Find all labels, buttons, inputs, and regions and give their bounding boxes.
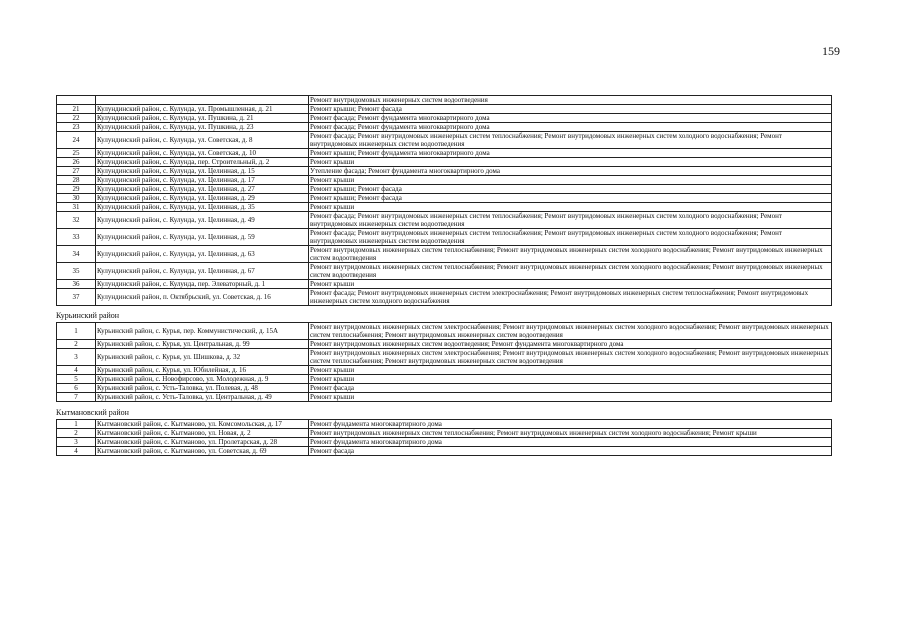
row-number: 5 xyxy=(57,375,96,384)
table-row xyxy=(57,375,832,384)
row-address: Курьинский район, с. Усть-Таловка, ул. Центральная, д. 49 xyxy=(96,393,309,402)
row-number: 2 xyxy=(57,429,96,438)
row-number: 21 xyxy=(57,105,96,114)
document-content xyxy=(56,95,829,456)
row-address: Кулундинский район, с. Кулунда, ул. Целинная, д. 63 xyxy=(96,246,309,263)
row-address: Кытмановский район, с. Кытманово, ул. Новая, д. 2 xyxy=(96,429,309,438)
table-row xyxy=(57,289,832,306)
kulunda-table-body xyxy=(57,96,832,306)
table-row xyxy=(57,280,832,289)
row-address: Кулундинский район, с. Кулунда, ул. Целинная, д. 49 xyxy=(96,212,309,229)
table-row xyxy=(57,105,832,114)
table-row xyxy=(57,176,832,185)
row-number: 1 xyxy=(57,323,96,340)
row-works: Ремонт внутридомовых инженерных систем теплоснабжения; Ремонт внутридомовых инженерных систем холодного водоснабжения; Ремонт внутридомовых инженерных систем водоотведения xyxy=(309,246,832,263)
row-address: Курьинский район, с. Курья, пер. Коммунистический, д. 15А xyxy=(96,323,309,340)
row-number: 30 xyxy=(57,194,96,203)
row-number: 6 xyxy=(57,384,96,393)
row-number: 32 xyxy=(57,212,96,229)
row-number xyxy=(57,96,96,105)
row-number: 36 xyxy=(57,280,96,289)
row-works: Ремонт фундамента многоквартирного дома xyxy=(309,438,832,447)
row-number: 37 xyxy=(57,289,96,306)
row-address: Кулундинский район, с. Кулунда, ул. Целинная, д. 17 xyxy=(96,176,309,185)
table-row xyxy=(57,123,832,132)
row-number: 27 xyxy=(57,167,96,176)
row-number: 33 xyxy=(57,229,96,246)
row-number: 3 xyxy=(57,438,96,447)
row-works: Ремонт внутридомовых инженерных систем водоотведения; Ремонт фундамента многоквартирного дома xyxy=(309,340,832,349)
row-works: Ремонт крыши; Ремонт фундамента многоквартирного дома xyxy=(309,149,832,158)
row-address: Кулундинский район, с. Кулунда, ул. Целинная, д. 67 xyxy=(96,263,309,280)
row-number: 2 xyxy=(57,340,96,349)
row-works: Ремонт фасада; Ремонт внутридомовых инженерных систем электроснабжения; Ремонт внутридомовых инженерных систем теплоснабжения; Ремонт внутридомовых инженерных систем холодного водоснабжения xyxy=(309,289,832,306)
row-number: 22 xyxy=(57,114,96,123)
kytmanovo-table xyxy=(56,419,832,456)
row-address: Кулундинский район, с. Кулунда, ул. Целинная, д. 35 xyxy=(96,203,309,212)
table-row xyxy=(57,203,832,212)
table-row xyxy=(57,246,832,263)
row-address: Кулундинский район, с. Кулунда, пер. Строительный, д. 2 xyxy=(96,158,309,167)
table-row xyxy=(57,340,832,349)
row-works: Ремонт внутридомовых инженерных систем электроснабжения; Ремонт внутридомовых инженерных систем холодного водоснабжения; Ремонт внутридомовых инженерных систем теплоснабжения; Ремонт внутридомовых инженерных систем водоотведения xyxy=(309,349,832,366)
kurya-table xyxy=(56,322,832,402)
row-number: 23 xyxy=(57,123,96,132)
section-title-kytmanovo: Кытмановский район xyxy=(56,408,129,417)
row-address: Курьинский район, с. Курья, ул. Шишкова, д. 32 xyxy=(96,349,309,366)
row-works: Ремонт крыши xyxy=(309,375,832,384)
table-row xyxy=(57,323,832,340)
row-works: Ремонт фасада; Ремонт внутридомовых инженерных систем теплоснабжения; Ремонт внутридомовых инженерных систем холодного водоснабжения; Ремонт внутридомовых инженерных систем водоотведения xyxy=(309,212,832,229)
row-number: 31 xyxy=(57,203,96,212)
row-address: Кулундинский район, с. Кулунда, ул. Советская, д. 10 xyxy=(96,149,309,158)
row-works: Ремонт внутридомовых инженерных систем водоотведения xyxy=(309,96,832,105)
row-works: Ремонт фундамента многоквартирного дома xyxy=(309,420,832,429)
row-works: Ремонт крыши xyxy=(309,203,832,212)
row-address: Кулундинский район, с. Кулунда, ул. Целинная, д. 15 xyxy=(96,167,309,176)
row-works: Ремонт крыши xyxy=(309,280,832,289)
row-works: Ремонт внутридомовых инженерных систем теплоснабжения; Ремонт внутридомовых инженерных систем холодного водоснабжения; Ремонт крыши xyxy=(309,429,832,438)
row-number: 26 xyxy=(57,158,96,167)
row-address: Кулундинский район, с. Кулунда, ул. Пушкина, д. 23 xyxy=(96,123,309,132)
row-number: 4 xyxy=(57,447,96,456)
row-address: Курьинский район, с. Курья, ул. Юбилейная, д. 16 xyxy=(96,366,309,375)
table-row xyxy=(57,229,832,246)
table-row xyxy=(57,149,832,158)
row-address: Кулундинский район, с. Кулунда, ул. Советская, д. 8 xyxy=(96,132,309,149)
row-address xyxy=(96,96,309,105)
row-number: 25 xyxy=(57,149,96,158)
table-row xyxy=(57,384,832,393)
row-number: 4 xyxy=(57,366,96,375)
row-works: Ремонт фасада xyxy=(309,447,832,456)
row-number: 3 xyxy=(57,349,96,366)
row-works: Ремонт крыши xyxy=(309,366,832,375)
row-works: Ремонт фасада; Ремонт фундамента многоквартирного дома xyxy=(309,123,832,132)
table-row xyxy=(57,96,832,105)
row-works: Ремонт крыши xyxy=(309,393,832,402)
kulunda-table xyxy=(56,95,832,306)
row-number: 29 xyxy=(57,185,96,194)
row-number: 35 xyxy=(57,263,96,280)
row-works: Ремонт внутридомовых инженерных систем электроснабжения; Ремонт внутридомовых инженерных систем холодного водоснабжения; Ремонт внутридомовых инженерных систем теплоснабжения; Ремонт внутридомовых инженерных систем водоотведения xyxy=(309,323,832,340)
row-address: Курьинский район, с. Курья, ул. Центральная, д. 99 xyxy=(96,340,309,349)
table-row xyxy=(57,447,832,456)
kytmanovo-table-body xyxy=(57,420,832,456)
row-address: Кытмановский район, с. Кытманово, ул. Пролетарская, д. 28 xyxy=(96,438,309,447)
row-works: Ремонт фасада xyxy=(309,384,832,393)
row-works: Ремонт крыши; Ремонт фасада xyxy=(309,105,832,114)
row-address: Кулундинский район, с. Кулунда, ул. Целинная, д. 29 xyxy=(96,194,309,203)
row-works: Ремонт крыши; Ремонт фасада xyxy=(309,185,832,194)
row-works: Ремонт фасада; Ремонт фундамента многоквартирного дома xyxy=(309,114,832,123)
table-row xyxy=(57,158,832,167)
table-row xyxy=(57,349,832,366)
row-address: Кулундинский район, с. Кулунда, ул. Целинная, д. 59 xyxy=(96,229,309,246)
kurya-table-body xyxy=(57,323,832,402)
row-address: Кулундинский район, с. Кулунда, ул. Промышленная, д. 21 xyxy=(96,105,309,114)
row-works: Ремонт фасада; Ремонт внутридомовых инженерных систем теплоснабжения; Ремонт внутридомовых инженерных систем холодного водоснабжения; Ремонт внутридомовых инженерных систем водоотведения xyxy=(309,229,832,246)
table-row xyxy=(57,185,832,194)
table-row xyxy=(57,429,832,438)
row-address: Курьинский район, с. Новофирсово, ул. Молодежная, д. 9 xyxy=(96,375,309,384)
table-row xyxy=(57,393,832,402)
row-number: 24 xyxy=(57,132,96,149)
table-row xyxy=(57,132,832,149)
row-address: Кытмановский район, с. Кытманово, ул. Советская, д. 69 xyxy=(96,447,309,456)
row-works: Ремонт крыши; Ремонт фасада xyxy=(309,194,832,203)
table-row xyxy=(57,263,832,280)
table-row xyxy=(57,420,832,429)
table-row xyxy=(57,212,832,229)
row-number: 34 xyxy=(57,246,96,263)
row-works: Ремонт крыши xyxy=(309,158,832,167)
row-number: 1 xyxy=(57,420,96,429)
row-address: Курьинский район, с. Усть-Таловка, ул. Полевая, д. 48 xyxy=(96,384,309,393)
row-address: Кулундинский район, с. Кулунда, пер. Элеваторный, д. 1 xyxy=(96,280,309,289)
table-row xyxy=(57,438,832,447)
table-row xyxy=(57,167,832,176)
table-row xyxy=(57,114,832,123)
section-title-kurya: Курьинский район xyxy=(56,311,120,320)
page-number: 159 xyxy=(822,44,840,58)
table-row xyxy=(57,366,832,375)
table-row xyxy=(57,194,832,203)
row-address: Кулундинский район, с. Кулунда, ул. Пушкина, д. 21 xyxy=(96,114,309,123)
row-number: 28 xyxy=(57,176,96,185)
row-works: Утепление фасада; Ремонт фундамента многоквартирного дома xyxy=(309,167,832,176)
row-address: Кулундинский район, с. Кулунда, ул. Целинная, д. 27 xyxy=(96,185,309,194)
row-works: Ремонт внутридомовых инженерных систем теплоснабжения; Ремонт внутридомовых инженерных систем холодного водоснабжения; Ремонт внутридомовых инженерных систем водоотведения xyxy=(309,263,832,280)
row-address: Кытмановский район, с. Кытманово, ул. Комсомольская, д. 17 xyxy=(96,420,309,429)
row-works: Ремонт крыши xyxy=(309,176,832,185)
row-works: Ремонт фасада; Ремонт внутридомовых инженерных систем теплоснабжения; Ремонт внутридомовых инженерных систем холодного водоснабжения; Ремонт внутридомовых инженерных систем водоотведения xyxy=(309,132,832,149)
row-number: 7 xyxy=(57,393,96,402)
row-address: Кулундинский район, п. Октябрьский, ул. Советская, д. 16 xyxy=(96,289,309,306)
